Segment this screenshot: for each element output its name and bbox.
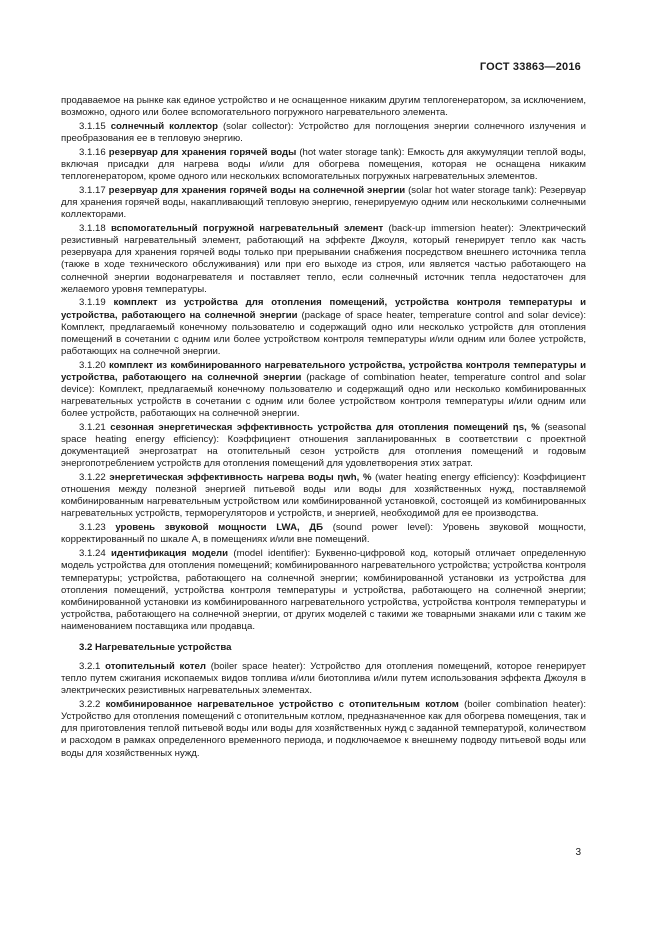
definition-number: 3.1.22	[79, 472, 106, 484]
standard-code: ГОСТ 33863—2016	[479, 61, 581, 73]
definition-number: 3.1.24	[79, 548, 106, 560]
definition-term: сезонная энергетическая эффективность устройства для отопления помещений ηs, %	[110, 422, 540, 434]
definitions-list	[61, 121, 586, 633]
definition-text: (water heating energy efficiency): Коэффициент отношения между полезной энергией питьевой воды или воды для хозяйственных нужд, поставляемой комбинированным нагревательным устройством или комбинированной установкой, состоящей из комбинированных нагревательных устройств, терморегуляторов и устройств, и энергией, необходимой для ее производства.	[61, 472, 586, 520]
definition-item	[61, 223, 586, 296]
definition-item	[61, 548, 586, 633]
definition-text: (boiler combination heater): Устройство для отопления помещений с отопительным котлом, предназначенное как для обогрева помещения, так и для приготовления теплой питьевой воды или воды для хозяйственных нужд с заданной температурой, количеством и расходом в рамках определенного временного периода, и подключаемое к внешнему подводу питьевой воды или воды для хозяйственных нужд.	[61, 699, 586, 759]
definition-number: 3.1.21	[79, 422, 106, 434]
section-title: 3.2 Нагревательные устройства	[79, 642, 232, 653]
definition-item	[61, 699, 586, 759]
definition-term: отопительный котел	[105, 661, 206, 673]
definition-text: (model identifier): Буквенно-цифровой код, который отличает определенную модель устройства для отопления помещений; комбинированного нагревательного устройства; устройства контроля температуры; устройства, работающего на солнечной энергии; комбинированной установки из устройства для отопления помещений, устройства контроля температуры и устройства, работающего на солнечной энергии; комбинированной установки из комбинированного нагревательного устройства, устройства контроля температуры и устройства, работающего на солнечной энергии, от других моделей с такими же товарными знаками или с таким же наименованием поставщика или продавца.	[61, 548, 586, 632]
definition-item	[61, 297, 586, 357]
definition-term: резервуар для хранения горячей воды на солнечной энергии	[108, 185, 406, 197]
definition-text: (package of space heater, temperature control and solar device): Комплект, предлагаемый конечному пользователю и содержащий одно или несколько устройств для отопления помещений в сочетании с одним или более устройством контроля температуры и/или одним или более устройств, работающих на солнечной энергии.	[61, 309, 587, 357]
definition-number: 3.1.16	[79, 146, 106, 158]
definition-number: 3.1.19	[79, 297, 106, 309]
definition-term: резервуар для хранения горячей воды	[108, 146, 297, 158]
definition-item	[61, 522, 586, 546]
definition-term: идентификация модели	[111, 548, 229, 560]
definition-item	[61, 422, 586, 470]
definition-text: (back-up immersion heater): Электрический резистивный нагревательный элемент, работающий на эффекте Джоуля, который генерирует тепло как часть резервуара для хранения горячей воды только при прерывании снабжения посредством внешнего источника тепла (также в ходе технического обслуживания) или при его выходе из строя, или является частью работающего на солнечной энергии водонагревателя и поставляет тепло, если солнечный источник тепла недостаточен для желаемого уровня температуры.	[61, 223, 586, 295]
definition-term: солнечный коллектор	[110, 120, 218, 132]
section-definitions-list	[61, 661, 586, 760]
definition-number: 3.2.1	[79, 661, 101, 673]
definition-number: 3.1.18	[79, 223, 106, 235]
definition-text: (boiler space heater): Устройство для отопления помещений, которое генерирует тепло путем сжигания ископаемых видов топлива и/или биотоплива и/или путем использования эффекта Джоуля в электрических резистивных нагревательных элементах.	[61, 661, 586, 697]
definition-term: вспомогательный погружной нагревательный элемент	[111, 223, 384, 235]
definition-text: (sound power level): Уровень звуковой мощности, корректированный по шкале А, в помещениях и/или вне помещений.	[61, 522, 586, 546]
definition-item	[61, 147, 586, 183]
definition-text: (solar collector): Устройство для поглощения энергии солнечного излучения и преобразования ее в тепловую энергию.	[61, 120, 586, 145]
definition-number: 3.1.23	[79, 522, 106, 534]
definition-term: комплект из устройства для отопления помещений, устройства контроля температуры и устройства, работающего на солнечной энергии	[61, 297, 586, 321]
definition-term: уровень звуковой мощности LWA, ДБ	[115, 522, 324, 534]
definition-number: 3.1.17	[79, 185, 106, 197]
definition-term: энергетическая эффективность нагрева воды ηwh, %	[109, 472, 372, 484]
definition-term: комбинированное нагревательное устройство с отопительным котлом	[105, 699, 459, 711]
page-number: 3	[575, 847, 581, 858]
definition-text: (solar hot water storage tank): Резервуар для хранения горячей воды, накапливающий тепловую энергию, генерируемую одним или несколькими солнечными коллекторами.	[61, 185, 586, 221]
definition-item	[61, 185, 586, 221]
definition-item	[61, 360, 586, 420]
definition-text: (package of combination heater, temperature control and solar device): Комплект, предлагаемый конечному пользователю и содержащий одно или несколько комбинированных нагревательных устройств в сочетании с одним или более устройством контроля температуры и/или одним или более устройств, работающих на солнечной энергии.	[61, 371, 586, 420]
definition-number: 3.1.15	[79, 120, 106, 132]
definition-term: комплект из комбинированного нагревательного устройства, устройства контроля температуры и устройства, работающего на солнечной энергии	[61, 359, 586, 383]
definition-number: 3.1.20	[79, 359, 106, 371]
definition-number: 3.2.2	[79, 699, 101, 711]
intro-paragraph: продаваемое на рынке как единое устройство и не оснащенное никаким другим теплогенератором, за исключением, возможно, одного или более вспомогательного погружного нагревательного элемента.	[61, 95, 586, 119]
definition-text: (hot water storage tank): Емкость для аккумуляции теплой воды, включая присадки для нагрева воды и/или для обогрева помещения, которая не оснащена никаким теплогенератором, кроме одного или нескольких вспомогательных погружных нагревательных элементов.	[61, 146, 586, 183]
definition-item	[61, 472, 586, 520]
definition-item	[61, 661, 586, 697]
definition-item	[61, 121, 586, 145]
document-body	[61, 95, 586, 761]
definition-text: (seasonal space heating energy efficiency): Коэффициент отношения запланированных в соответствии с проектной документацией энергозатрат на отопительный сезон устройств для отопления помещений и годовым энергопотреблением устройств для отопления помещений для удовлетворения этих затрат.	[61, 422, 587, 470]
